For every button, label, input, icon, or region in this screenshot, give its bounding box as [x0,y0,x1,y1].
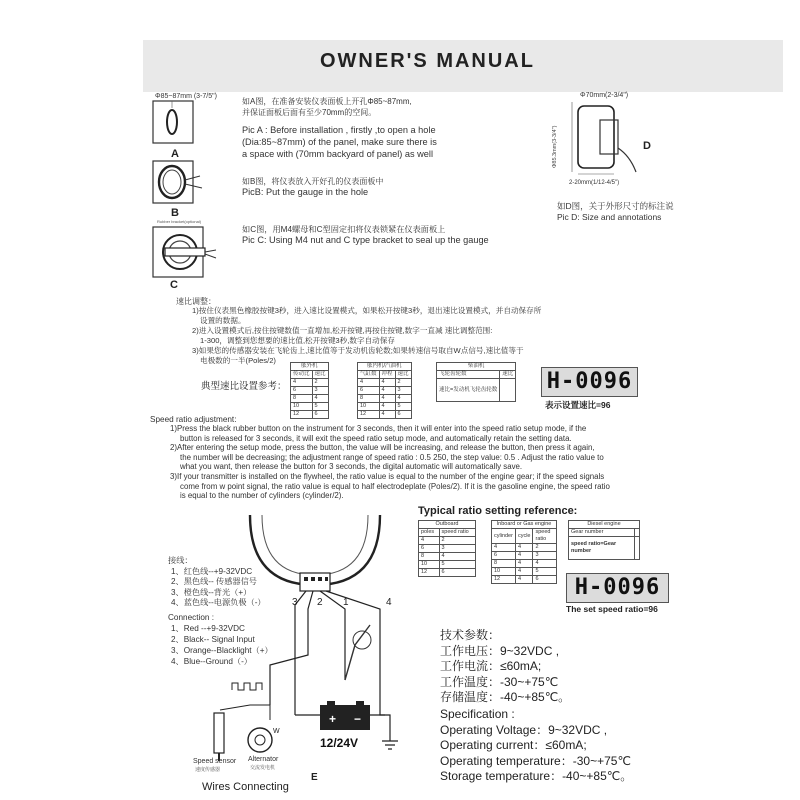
gauge-connector [300,573,330,591]
page-title: OWNER'S MANUAL [320,50,535,72]
en-lcd-caption: The set speed ratio=96 [566,604,658,614]
cn-table-inboard: 舷内机/汽油机 气缸数 冲程 速比 4 4 2 6 4 3 8 4 4 10 4 5 12 4 6 [357,362,412,419]
pin-2-label: 2 [317,597,323,608]
svg-text:+: + [329,712,337,726]
pin-1-label: 1 [343,597,349,608]
battery-voltage-label: 12/24V [320,736,359,750]
fig-d-dim-side: Φ85.3mm(3-3/4") [552,125,558,168]
cn-speed-heading: 速比调整： [176,297,216,306]
fig-d-dim-bottom: 2-20mm(1/12-4/5") [569,180,620,186]
specs-en: Specification : Operating Voltage：9~32VDC , Operating current：≤60mA; Operating temperature：-30~+75℃ Storage temperature：-40~+85℃。 [440,707,633,783]
speed-sensor-label-cn: 速度传感器 [195,767,221,773]
alternator-label: Alternator [248,756,279,763]
fig-d-text-cn: 如D图，关于外形尺寸的标注说 [557,201,674,211]
en-lcd-display: H-0096 [566,573,669,603]
fig-a-text-en: Pic A : Before installation , firstly ,to open a hole (Dia:85~87mm) of the panel, make sure there is a space with (70mm backyard of panel) as well [242,125,437,159]
alternator-label-cn: 交流发电机 [250,765,276,771]
fig-b-label: B [171,207,179,219]
fig-c-note: Rubber bracket(optional) [157,219,202,224]
speed-sensor-icon [214,713,224,753]
fig-b-gauge-in-hole-drawing [150,158,212,208]
cn-table-diesel: 柴油机 飞轮齿轮数 速比 速比=发动机飞轮齿轮数 [436,362,516,402]
fig-c-text-en: Pic C: Using M4 nut and C type bracket to seal up the gauge [242,235,489,245]
switch-icon [345,625,370,680]
wiring-en-list: Connection : 1、Red --+9-32VDC 2、Black-- Signal Input 3、Orange--Blacklight（+） 4、Blue--Ground（-） [168,613,273,666]
fig-a-label: A [171,148,179,160]
cn-table-outboard: 舷外机 传动比 速比 4 2 6 3 8 4 10 5 12 6 [290,362,329,419]
fig-b-text-en: PicB: Put the gauge in the hole [242,187,369,197]
en-ref-title: Typical ratio setting reference: [418,505,578,517]
pin-3-label: 3 [292,597,298,608]
figure-e-label: E [311,772,318,783]
battery-icon [320,705,370,730]
alternator-icon [248,728,272,752]
fig-d-dim-top: Φ70mm(2-3/4") [580,92,629,99]
pin-4-label: 4 [386,597,392,608]
fig-a-panel-hole-drawing [150,98,200,146]
fig-c-text-cn: 如C图，用M4螺母和C型固定扣将仪表锁紧在仪表面板上 [242,225,446,234]
fig-c-bracket-drawing [150,224,220,280]
cn-speed-text: 1)按住仪表黑色橡胶按键3秒，进入速比设置模式，如果松开按键3秒，退出速比设置模式，并自动保存所 设置的数据。 2)进入设置模式后,按住按键数值一直增加,松开按键,再按住按键,数字一直减 速比调整范围: 1-300，调整到您想要的速比值,松开按键3秒,数字自动保存 3)如果您的传感器安装在飞轮齿上,速比值等于发动机齿轮数;如果转速信号取自W点信号,速比值等于 电极数的一半(Poles/2) [192,306,542,365]
wiring-caption: Wires Connecting [202,781,289,793]
fig-d-text-en: Pic D: Size and annotations [557,212,662,222]
cn-lcd-display: H-0096 [541,367,638,397]
fig-d-label: D [643,140,651,152]
w-point-label: W [273,728,280,735]
en-speed-text: 1)Press the black rubber button on the instrument for 3 seconds, then it will enter into the speed ratio setup mode, if the button is released for 3 seconds, it will exit the speed ratio setup mode, and automatically retain the setting data. 2)After entering the setup mode, press the button, the value will be increasing, and release the button, then press it again, the number will be decreasing; the adjustment range of speed ratio : 0.5 250, the step value: 0.5 . Adjust the ratio value to what you want, then release the button for 3 seconds, the digital automatic will automatically save. 3)If your transmitter is installed on the flywheel, the ratio value is equal to the number of the engine gear; if the speed signals come from w point signal, the ratio value is equal to half electrodeplate (Poles/2). If it is the gasoline engine, the speed ratio is equal to the number of cylinders (cylinder/2). [170,424,610,501]
pulse-signal-icon [232,683,262,690]
cn-ref-label: 典型速比设置参考： [201,381,287,392]
fig-a-text-cn: 如A图，在准备安装仪表面板上开孔Φ85~87mm, 并保证面板后面有至少70mm的空间。 [242,97,412,117]
fig-a-dimension: Φ85~87mm (3-7/5") [155,93,217,100]
en-table-outboard: Outboard poles speed ratio 4 2 6 3 8 4 10 5 12 6 [418,520,476,577]
ground-icon [382,735,398,749]
specs-cn: 技术参数： 工作电压：9~32VDC , 工作电流：≤60mA; 工作温度：-30~+75℃ 存储温度：-40~+85℃。 [440,628,571,704]
wiring-diagram [190,505,420,795]
fig-d-side-view-drawing [560,98,640,178]
fig-b-text-cn: 如B图，将仪表放入开好孔的仪表面板中 [242,177,384,186]
en-table-inboard: Inboard or Gas engine cylinder cycle speed ratio 4 4 2 6 4 3 8 4 4 10 4 5 12 4 6 [491,520,557,584]
en-speed-heading: Speed ratio adjustment: [150,415,237,424]
svg-text:−: − [354,712,362,726]
fig-c-label: C [170,279,178,291]
en-table-diesel: Diesel engine Gear number speed ratio=Gear number [568,520,640,560]
wiring-cn-list: 接线： 1、红色线--+9-32VDC 2、黑色线-- 传感器信号 3、橙色线--背光（+） 4、蓝色线--电源负极（-） [168,556,266,607]
cn-lcd-caption: 表示设置速比=96 [545,400,611,410]
speed-sensor-label: Speed sensor [193,758,237,765]
